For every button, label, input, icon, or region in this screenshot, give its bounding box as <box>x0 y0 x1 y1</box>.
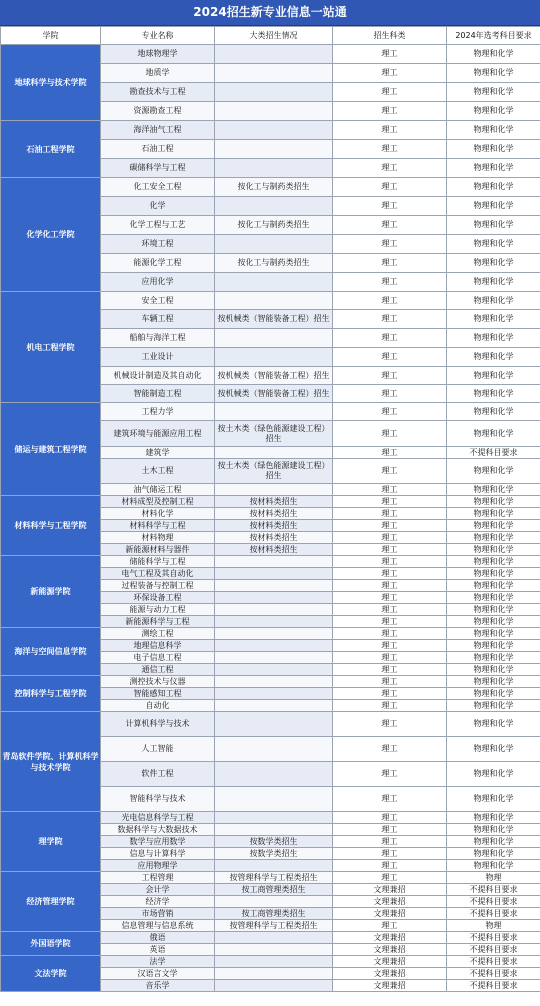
subject-requirement: 物理和化学 <box>447 45 540 64</box>
major-name: 建筑环境与能源应用工程 <box>101 421 215 447</box>
recruit-type: 理工 <box>333 580 447 592</box>
category-enrollment <box>215 896 333 908</box>
recruit-type: 文理兼招 <box>333 944 447 956</box>
category-enrollment <box>215 348 333 367</box>
category-enrollment: 按工商管理类招生 <box>215 908 333 920</box>
subject-requirement: 物理和化学 <box>447 712 540 737</box>
category-enrollment <box>215 568 333 580</box>
recruit-type: 文理兼招 <box>333 956 447 968</box>
recruit-type: 理工 <box>333 121 447 140</box>
category-enrollment <box>215 484 333 496</box>
recruit-type: 理工 <box>333 348 447 367</box>
recruit-type: 理工 <box>333 329 447 348</box>
college-name: 外国语学院 <box>1 932 101 956</box>
subject-requirement: 不提科目要求 <box>447 968 540 980</box>
category-enrollment: 按材料类招生 <box>215 544 333 556</box>
major-name: 材料科学与工程 <box>101 520 215 532</box>
recruit-type: 文理兼招 <box>333 968 447 980</box>
major-name: 油气储运工程 <box>101 484 215 496</box>
major-name: 过程装备与控制工程 <box>101 580 215 592</box>
recruit-type: 理工 <box>333 367 447 385</box>
category-enrollment <box>215 159 333 178</box>
subject-requirement: 不提科目要求 <box>447 956 540 968</box>
subject-requirement: 物理和化学 <box>447 421 540 447</box>
major-name: 资源勘查工程 <box>101 102 215 121</box>
header-college: 学院 <box>1 27 101 45</box>
recruit-type: 文理兼招 <box>333 884 447 896</box>
major-name: 地质学 <box>101 64 215 83</box>
recruit-type: 理工 <box>333 872 447 884</box>
category-enrollment <box>215 592 333 604</box>
recruit-type: 理工 <box>333 421 447 447</box>
category-enrollment: 按机械类（智能装备工程）招生 <box>215 310 333 329</box>
table-row <box>1 292 540 310</box>
category-enrollment: 按机械类（智能装备工程）招生 <box>215 367 333 385</box>
subject-requirement: 物理和化学 <box>447 484 540 496</box>
category-enrollment <box>215 121 333 140</box>
category-enrollment <box>215 762 333 787</box>
category-enrollment: 按管理科学与工程类招生 <box>215 872 333 884</box>
category-enrollment: 按土木类（绿色能源建设工程）招生 <box>215 459 333 484</box>
major-name: 电气工程及其自动化 <box>101 568 215 580</box>
college-name: 控制科学与工程学院 <box>1 676 101 712</box>
subject-requirement: 物理和化学 <box>447 292 540 310</box>
major-name: 材料化学 <box>101 508 215 520</box>
category-enrollment <box>215 64 333 83</box>
table-row <box>1 121 540 140</box>
recruit-type: 理工 <box>333 700 447 712</box>
recruit-type: 理工 <box>333 292 447 310</box>
recruit-type: 理工 <box>333 178 447 197</box>
major-name: 碳储科学与工程 <box>101 159 215 178</box>
category-enrollment <box>215 45 333 64</box>
table-row <box>1 496 540 508</box>
category-enrollment <box>215 968 333 980</box>
recruit-type: 理工 <box>333 860 447 872</box>
subject-requirement: 物理和化学 <box>447 178 540 197</box>
subject-requirement: 物理和化学 <box>447 520 540 532</box>
recruit-type: 理工 <box>333 508 447 520</box>
major-name: 环境工程 <box>101 235 215 254</box>
subject-requirement: 物理和化学 <box>447 367 540 385</box>
subject-requirement: 物理和化学 <box>447 860 540 872</box>
major-name: 测控技术与仪器 <box>101 676 215 688</box>
major-name: 法学 <box>101 956 215 968</box>
recruit-type: 理工 <box>333 836 447 848</box>
subject-requirement: 物理和化学 <box>447 508 540 520</box>
subject-requirement: 物理和化学 <box>447 496 540 508</box>
college-name: 石油工程学院 <box>1 121 101 178</box>
major-name: 工程力学 <box>101 403 215 421</box>
table-row <box>1 712 540 737</box>
recruit-type: 理工 <box>333 459 447 484</box>
subject-requirement: 物理和化学 <box>447 64 540 83</box>
table-row <box>1 932 540 944</box>
major-name: 英语 <box>101 944 215 956</box>
recruit-type: 理工 <box>333 676 447 688</box>
category-enrollment <box>215 676 333 688</box>
subject-requirement: 物理和化学 <box>447 121 540 140</box>
category-enrollment <box>215 640 333 652</box>
recruit-type: 理工 <box>333 568 447 580</box>
subject-requirement: 物理和化学 <box>447 580 540 592</box>
category-enrollment <box>215 140 333 159</box>
major-name: 能源与动力工程 <box>101 604 215 616</box>
recruit-type: 理工 <box>333 664 447 676</box>
major-name: 工程管理 <box>101 872 215 884</box>
major-name: 智能科学与技术 <box>101 787 215 812</box>
subject-requirement: 物理和化学 <box>447 652 540 664</box>
recruit-type: 理工 <box>333 592 447 604</box>
major-name: 化工安全工程 <box>101 178 215 197</box>
subject-requirement: 物理和化学 <box>447 235 540 254</box>
college-name: 青岛软件学院、计算机科学与技术学院 <box>1 712 101 812</box>
subject-requirement: 物理和化学 <box>447 556 540 568</box>
header-subject-requirement: 2024年选考科目要求 <box>447 27 540 45</box>
subject-requirement: 物理和化学 <box>447 216 540 235</box>
table-row <box>1 812 540 824</box>
category-enrollment <box>215 824 333 836</box>
category-enrollment <box>215 102 333 121</box>
recruit-type: 理工 <box>333 762 447 787</box>
subject-requirement: 物理和化学 <box>447 848 540 860</box>
major-name: 信息管理与信息系统 <box>101 920 215 932</box>
recruit-type: 理工 <box>333 484 447 496</box>
subject-requirement: 物理和化学 <box>447 254 540 273</box>
recruit-type: 理工 <box>333 640 447 652</box>
major-name: 计算机科学与技术 <box>101 712 215 737</box>
major-name: 信息与计算科学 <box>101 848 215 860</box>
subject-requirement: 物理和化学 <box>447 544 540 556</box>
category-enrollment: 按化工与制药类招生 <box>215 254 333 273</box>
category-enrollment <box>215 664 333 676</box>
recruit-type: 理工 <box>333 197 447 216</box>
category-enrollment: 按化工与制药类招生 <box>215 178 333 197</box>
major-name: 车辆工程 <box>101 310 215 329</box>
major-name: 应用化学 <box>101 273 215 292</box>
major-name: 光电信息科学与工程 <box>101 812 215 824</box>
major-name: 地理信息科学 <box>101 640 215 652</box>
subject-requirement: 物理和化学 <box>447 568 540 580</box>
recruit-type: 理工 <box>333 824 447 836</box>
subject-requirement: 物理和化学 <box>447 616 540 628</box>
category-enrollment <box>215 273 333 292</box>
recruit-type: 理工 <box>333 812 447 824</box>
subject-requirement: 不提科目要求 <box>447 896 540 908</box>
recruit-type: 理工 <box>333 64 447 83</box>
subject-requirement: 物理和化学 <box>447 688 540 700</box>
subject-requirement: 物理和化学 <box>447 824 540 836</box>
table-row <box>1 872 540 884</box>
category-enrollment <box>215 787 333 812</box>
major-name: 电子信息工程 <box>101 652 215 664</box>
recruit-type: 理工 <box>333 532 447 544</box>
major-name: 工业设计 <box>101 348 215 367</box>
college-name: 材料科学与工程学院 <box>1 496 101 556</box>
recruit-type: 理工 <box>333 496 447 508</box>
recruit-type: 理工 <box>333 140 447 159</box>
major-name: 储能科学与工程 <box>101 556 215 568</box>
recruit-type: 理工 <box>333 556 447 568</box>
header-category: 大类招生情况 <box>215 27 333 45</box>
subject-requirement: 物理和化学 <box>447 836 540 848</box>
category-enrollment <box>215 580 333 592</box>
subject-requirement: 物理和化学 <box>447 604 540 616</box>
category-enrollment <box>215 628 333 640</box>
table-row <box>1 45 540 64</box>
recruit-type: 理工 <box>333 652 447 664</box>
recruit-type: 文理兼招 <box>333 980 447 992</box>
category-enrollment: 按材料类招生 <box>215 532 333 544</box>
subject-requirement: 物理和化学 <box>447 700 540 712</box>
subject-requirement: 不提科目要求 <box>447 447 540 459</box>
category-enrollment: 按材料类招生 <box>215 520 333 532</box>
subject-requirement: 物理和化学 <box>447 532 540 544</box>
recruit-type: 文理兼招 <box>333 896 447 908</box>
category-enrollment: 按化工与制药类招生 <box>215 216 333 235</box>
major-name: 数据科学与大数据技术 <box>101 824 215 836</box>
recruit-type: 理工 <box>333 45 447 64</box>
category-enrollment <box>215 932 333 944</box>
category-enrollment: 按土木类（绿色能源建设工程）招生 <box>215 421 333 447</box>
college-name: 海洋与空间信息学院 <box>1 628 101 676</box>
category-enrollment <box>215 292 333 310</box>
category-enrollment <box>215 944 333 956</box>
recruit-type: 理工 <box>333 604 447 616</box>
category-enrollment <box>215 980 333 992</box>
subject-requirement: 不提科目要求 <box>447 944 540 956</box>
table-row <box>1 676 540 688</box>
recruit-type: 理工 <box>333 310 447 329</box>
recruit-type: 理工 <box>333 712 447 737</box>
table-row <box>1 628 540 640</box>
recruit-type: 理工 <box>333 628 447 640</box>
major-name: 应用物理学 <box>101 860 215 872</box>
college-name: 理学院 <box>1 812 101 872</box>
subject-requirement: 物理和化学 <box>447 140 540 159</box>
major-name: 地球物理学 <box>101 45 215 64</box>
major-name: 材料成型及控制工程 <box>101 496 215 508</box>
subject-requirement: 物理和化学 <box>447 592 540 604</box>
header-recruit-type: 招生科类 <box>333 27 447 45</box>
subject-requirement: 物理和化学 <box>447 102 540 121</box>
subject-requirement: 物理和化学 <box>447 159 540 178</box>
subject-requirement: 物理和化学 <box>447 310 540 329</box>
category-enrollment <box>215 604 333 616</box>
subject-requirement: 物理和化学 <box>447 628 540 640</box>
major-name: 环保设备工程 <box>101 592 215 604</box>
major-name: 石油工程 <box>101 140 215 159</box>
major-name: 测绘工程 <box>101 628 215 640</box>
college-name: 地球科学与技术学院 <box>1 45 101 121</box>
major-name: 新能源材料与器件 <box>101 544 215 556</box>
category-enrollment <box>215 956 333 968</box>
category-enrollment <box>215 403 333 421</box>
recruit-type: 理工 <box>333 616 447 628</box>
subject-requirement: 不提科目要求 <box>447 932 540 944</box>
major-name: 海洋油气工程 <box>101 121 215 140</box>
recruit-type: 理工 <box>333 385 447 403</box>
header-row <box>1 27 540 45</box>
subject-requirement: 物理和化学 <box>447 83 540 102</box>
recruit-type: 理工 <box>333 83 447 102</box>
major-name: 船舶与海洋工程 <box>101 329 215 348</box>
subject-requirement: 物理和化学 <box>447 329 540 348</box>
major-name: 机械设计制造及其自动化 <box>101 367 215 385</box>
category-enrollment <box>215 712 333 737</box>
category-enrollment <box>215 197 333 216</box>
category-enrollment <box>215 688 333 700</box>
category-enrollment: 按数学类招生 <box>215 848 333 860</box>
recruit-type: 文理兼招 <box>333 932 447 944</box>
category-enrollment <box>215 447 333 459</box>
category-enrollment <box>215 700 333 712</box>
major-name: 建筑学 <box>101 447 215 459</box>
recruit-type: 理工 <box>333 920 447 932</box>
subject-requirement: 物理 <box>447 872 540 884</box>
major-name: 自动化 <box>101 700 215 712</box>
category-enrollment: 按机械类（智能装备工程）招生 <box>215 385 333 403</box>
major-name: 智能感知工程 <box>101 688 215 700</box>
recruit-type: 理工 <box>333 254 447 273</box>
recruit-type: 理工 <box>333 273 447 292</box>
subject-requirement: 物理和化学 <box>447 737 540 762</box>
category-enrollment <box>215 616 333 628</box>
category-enrollment: 按管理科学与工程类招生 <box>215 920 333 932</box>
category-enrollment <box>215 860 333 872</box>
category-enrollment <box>215 83 333 102</box>
subject-requirement: 不提科目要求 <box>447 980 540 992</box>
major-name: 土木工程 <box>101 459 215 484</box>
table-body <box>1 45 540 992</box>
subject-requirement: 物理和化学 <box>447 676 540 688</box>
recruit-type: 理工 <box>333 447 447 459</box>
subject-requirement: 物理和化学 <box>447 787 540 812</box>
category-enrollment <box>215 652 333 664</box>
major-name: 数学与应用数学 <box>101 836 215 848</box>
recruit-type: 文理兼招 <box>333 908 447 920</box>
college-name: 机电工程学院 <box>1 292 101 403</box>
subject-requirement: 物理和化学 <box>447 385 540 403</box>
major-name: 勘查技术与工程 <box>101 83 215 102</box>
major-name: 安全工程 <box>101 292 215 310</box>
category-enrollment <box>215 235 333 254</box>
table-row <box>1 403 540 421</box>
subject-requirement: 物理和化学 <box>447 812 540 824</box>
subject-requirement: 物理 <box>447 920 540 932</box>
major-name: 人工智能 <box>101 737 215 762</box>
recruit-type: 理工 <box>333 216 447 235</box>
college-name: 经济管理学院 <box>1 872 101 932</box>
subject-requirement: 物理和化学 <box>447 403 540 421</box>
category-enrollment <box>215 556 333 568</box>
table-row <box>1 556 540 568</box>
recruit-type: 理工 <box>333 737 447 762</box>
major-name: 经济学 <box>101 896 215 908</box>
major-name: 通信工程 <box>101 664 215 676</box>
recruit-type: 理工 <box>333 102 447 121</box>
major-name: 新能源科学与工程 <box>101 616 215 628</box>
admission-table <box>0 26 540 992</box>
recruit-type: 理工 <box>333 544 447 556</box>
recruit-type: 理工 <box>333 787 447 812</box>
subject-requirement: 物理和化学 <box>447 348 540 367</box>
subject-requirement: 物理和化学 <box>447 459 540 484</box>
major-name: 汉语言文学 <box>101 968 215 980</box>
category-enrollment <box>215 329 333 348</box>
recruit-type: 理工 <box>333 848 447 860</box>
major-name: 智能制造工程 <box>101 385 215 403</box>
recruit-type: 理工 <box>333 520 447 532</box>
subject-requirement: 物理和化学 <box>447 640 540 652</box>
category-enrollment <box>215 812 333 824</box>
major-name: 化学 <box>101 197 215 216</box>
table-row <box>1 178 540 197</box>
major-name: 软件工程 <box>101 762 215 787</box>
subject-requirement: 物理和化学 <box>447 762 540 787</box>
major-name: 俄语 <box>101 932 215 944</box>
subject-requirement: 不提科目要求 <box>447 908 540 920</box>
table-row <box>1 956 540 968</box>
recruit-type: 理工 <box>333 403 447 421</box>
recruit-type: 理工 <box>333 159 447 178</box>
subject-requirement: 物理和化学 <box>447 664 540 676</box>
subject-requirement: 物理和化学 <box>447 273 540 292</box>
category-enrollment: 按数学类招生 <box>215 836 333 848</box>
recruit-type: 理工 <box>333 688 447 700</box>
subject-requirement: 物理和化学 <box>447 197 540 216</box>
major-name: 市场营销 <box>101 908 215 920</box>
category-enrollment: 按工商管理类招生 <box>215 884 333 896</box>
header-major: 专业名称 <box>101 27 215 45</box>
category-enrollment <box>215 737 333 762</box>
college-name: 化学化工学院 <box>1 178 101 292</box>
college-name: 新能源学院 <box>1 556 101 628</box>
major-name: 材料物理 <box>101 532 215 544</box>
page-title: 2024招生新专业信息一站通 <box>0 0 540 26</box>
major-name: 能源化学工程 <box>101 254 215 273</box>
college-name: 文法学院 <box>1 956 101 992</box>
major-name: 化学工程与工艺 <box>101 216 215 235</box>
major-name: 音乐学 <box>101 980 215 992</box>
recruit-type: 理工 <box>333 235 447 254</box>
subject-requirement: 不提科目要求 <box>447 884 540 896</box>
category-enrollment: 按材料类招生 <box>215 496 333 508</box>
major-name: 会计学 <box>101 884 215 896</box>
college-name: 储运与建筑工程学院 <box>1 403 101 496</box>
category-enrollment: 按材料类招生 <box>215 508 333 520</box>
